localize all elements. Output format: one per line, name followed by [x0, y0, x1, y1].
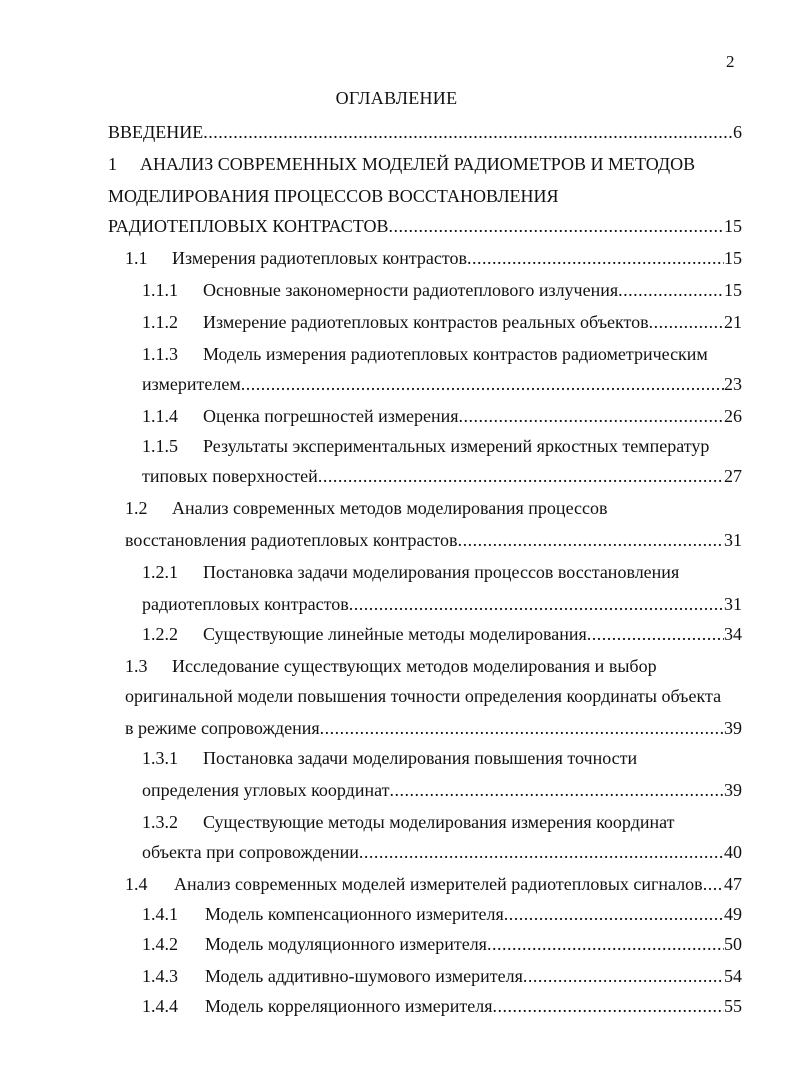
toc-entry-page: 31: [724, 594, 742, 614]
toc-entry-number: 1.2: [125, 498, 148, 518]
toc-entry-1-3-1[interactable]: [142, 744, 637, 772]
toc-entry-1-4-4[interactable]: [142, 992, 742, 1020]
toc-entry-text: Основные закономерности радиотеплового излучения: [203, 280, 619, 300]
toc-entry-1-2-1[interactable]: [142, 558, 679, 586]
toc-leader-dots: [241, 370, 724, 398]
toc-entry-page: 15: [724, 248, 742, 268]
toc-leader-dots: [318, 462, 724, 490]
toc-leader-dots: [203, 118, 733, 146]
toc-entry-1-1-5[interactable]: [142, 432, 709, 460]
toc-entry-1-3-2-cont[interactable]: [142, 838, 742, 866]
toc-entry-text: определения угловых координат: [142, 780, 390, 800]
toc-entry-chapter-1-cont: [108, 182, 559, 210]
toc-entry-1-2-cont[interactable]: [125, 526, 742, 554]
toc-leader-dots: [320, 714, 724, 742]
toc-entry-1-4-1[interactable]: [142, 900, 742, 928]
toc-entry-text: Результаты экспериментальных измерений яркостных температур: [203, 436, 710, 456]
toc-entry-number: 1.2.2: [142, 624, 178, 644]
toc-leader-dots: [649, 308, 724, 336]
toc-entry-1-3-1-cont[interactable]: [142, 776, 742, 804]
toc-entry-number: 1.1.4: [142, 406, 178, 426]
toc-entry-page: 55: [724, 996, 742, 1016]
toc-leader-dots: [504, 900, 724, 928]
toc-entry-text: Модель компенсационного измерителя: [205, 904, 504, 924]
toc-entry-number: 1.1: [125, 248, 148, 268]
toc-entry-text: Постановка задачи моделирования процессов восстановления: [203, 562, 680, 582]
toc-entry-1-1-1[interactable]: [142, 276, 742, 304]
toc-entry-page: 23: [724, 374, 742, 394]
toc-entry-1-4-2[interactable]: [142, 930, 742, 958]
toc-entry-1-3[interactable]: [125, 652, 657, 680]
toc-leader-dots: [390, 776, 725, 804]
toc-entry-page: 50: [724, 934, 742, 954]
toc-title: ОГЛАВЛЕНИЕ: [335, 88, 458, 108]
toc-entry-page: 15: [724, 216, 742, 236]
toc-entry-text: радиотепловых контрастов: [142, 594, 349, 614]
toc-entry-introduction[interactable]: [108, 118, 742, 146]
toc-entry-1-1[interactable]: [125, 244, 742, 272]
toc-entry-1-1-4[interactable]: [142, 402, 742, 430]
toc-entry-page: 40: [724, 842, 742, 862]
toc-entry-page: 47: [724, 874, 742, 894]
toc-entry-text: в режиме сопровождения: [125, 718, 320, 738]
toc-entry-page: 31: [724, 530, 742, 550]
toc-entry-text: Измерение радиотепловых контрастов реальных объектов: [203, 312, 649, 332]
toc-leader-dots: [487, 930, 724, 958]
toc-entry-number: 1.3.2: [142, 812, 178, 832]
toc-entry-text: Модель модуляционного измерителя: [205, 934, 487, 954]
toc-entry-page: 39: [724, 718, 742, 738]
toc-entry-text: Существующие линейные методы моделирования: [203, 624, 587, 644]
toc-entry-number: 1.3: [125, 656, 148, 676]
toc-entry-1-1-3[interactable]: [142, 340, 708, 368]
toc-entry-1-3-cont: [125, 682, 721, 710]
toc-entry-text: Оценка погрешностей измерения: [203, 406, 459, 426]
toc-leader-dots: [359, 838, 724, 866]
toc-entry-1-3-cont[interactable]: [125, 714, 742, 742]
toc-entry-number: 1.1.2: [142, 312, 178, 332]
toc-entry-page: 26: [724, 406, 742, 426]
toc-leader-dots: [349, 590, 724, 618]
toc-entry-text: измерителем: [142, 374, 241, 394]
toc-leader-dots: [703, 870, 724, 898]
toc-entry-1-4-3[interactable]: [142, 962, 742, 990]
toc-entry-1-2[interactable]: [125, 494, 607, 522]
toc-entry-text: ВВЕДЕНИЕ: [108, 122, 204, 142]
toc-entry-page: 54: [724, 966, 742, 986]
toc-entry-text: Анализ современных моделей измерителей радиотепловых сигналов: [174, 874, 703, 894]
toc-entry-number: 1: [108, 154, 117, 174]
toc-entry-number: 1.4.2: [142, 934, 178, 954]
toc-entry-number: 1.1.1: [142, 280, 178, 300]
toc-entry-text: Модель измерения радиотепловых контрастов радиометрическим: [203, 344, 708, 364]
toc-leader-dots: [618, 276, 724, 304]
toc-entry-1-1-3-cont[interactable]: [142, 370, 742, 398]
toc-entry-number: 1.4.1: [142, 904, 178, 924]
toc-entry-page: 21: [724, 312, 742, 332]
toc-entry-page: 39: [724, 780, 742, 800]
toc-entry-page: 34: [724, 624, 742, 644]
toc-entry-1-2-1-cont[interactable]: [142, 590, 742, 618]
toc-leader-dots: [523, 962, 724, 990]
toc-entry-page: 49: [724, 904, 742, 924]
toc-entry-1-3-2[interactable]: [142, 808, 675, 836]
toc-entry-number: 1.2.1: [142, 562, 178, 582]
toc-entry-page: 15: [724, 280, 742, 300]
toc-entry-number: 1.1.5: [142, 436, 178, 456]
toc-leader-dots: [493, 992, 724, 1020]
toc-entry-1-1-5-cont[interactable]: [142, 462, 742, 490]
toc-leader-dots: [458, 526, 724, 554]
toc-entry-text: Анализ современных методов моделирования процессов: [172, 498, 608, 518]
toc-entry-chapter-1[interactable]: [108, 150, 695, 178]
toc-entry-text: Модель аддитивно-шумового измерителя: [205, 966, 523, 986]
toc-entry-1-1-2[interactable]: [142, 308, 742, 336]
toc-entry-chapter-1-cont[interactable]: [108, 212, 742, 240]
toc-entry-1-4[interactable]: [125, 870, 742, 898]
toc-leader-dots: [587, 620, 724, 648]
toc-entry-number: 1.4.4: [142, 996, 178, 1016]
toc-leader-dots: [389, 212, 724, 240]
toc-entry-text: Существующие методы моделирования измерения координат: [203, 812, 675, 832]
toc-entry-number: 1.1.3: [142, 344, 178, 364]
toc-entry-page: 6: [733, 122, 742, 142]
toc-entry-text: восстановления радиотепловых контрастов: [125, 530, 458, 550]
toc-entry-text: Постановка задачи моделирования повышения точности: [203, 748, 638, 768]
toc-entry-page: 27: [724, 466, 742, 486]
toc-entry-text: оригинальной модели повышения точности определения координаты объекта: [125, 686, 722, 706]
toc-entry-number: 1.3.1: [142, 748, 178, 768]
toc-entry-text: объекта при сопровождении: [142, 842, 359, 862]
toc-entry-number: 1.4.3: [142, 966, 178, 986]
toc-leader-dots: [467, 244, 724, 272]
toc-entry-text: Измерения радиотепловых контрастов: [172, 248, 468, 268]
toc-entry-text: Исследование существующих методов моделирования и выбор: [172, 656, 657, 676]
page-number: 2: [726, 52, 735, 71]
toc-entry-1-2-2[interactable]: [142, 620, 742, 648]
toc-entry-text: МОДЕЛИРОВАНИЯ ПРОЦЕССОВ ВОССТАНОВЛЕНИЯ: [108, 186, 559, 206]
toc-entry-text: АНАЛИЗ СОВРЕМЕННЫХ МОДЕЛЕЙ РАДИОМЕТРОВ И МЕТОДОВ: [140, 154, 696, 174]
toc-leader-dots: [459, 402, 724, 430]
toc-entry-text: Модель корреляционного измерителя: [205, 996, 493, 1016]
toc-entry-text: РАДИОТЕПЛОВЫХ КОНТРАСТОВ: [108, 216, 389, 236]
toc-entry-number: 1.4: [125, 874, 148, 894]
toc-entry-text: типовых поверхностей: [142, 466, 318, 486]
